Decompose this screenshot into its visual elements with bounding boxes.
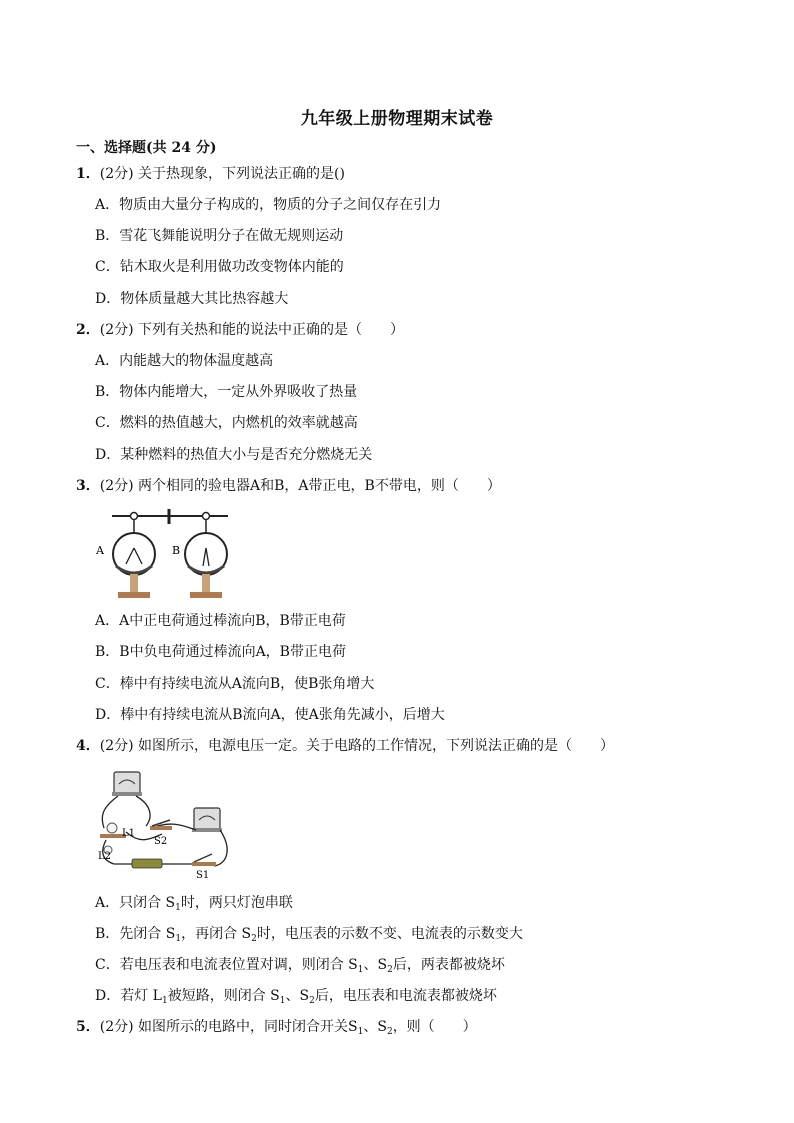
option-c: C．若电压表和电流表位置对调，则闭合 $S_1$、$S_2$后，两表都被烧坏: [95, 957, 505, 975]
question-number: 2．: [76, 322, 100, 338]
option-c: C．燃料的热值越大，内燃机的效率就越高: [95, 415, 358, 431]
label-s2: S2: [154, 836, 168, 847]
question-3: [76, 476, 501, 496]
label-s1: S1: [196, 870, 210, 880]
option-b: B．B中负电荷通过棒流向A，B带正电荷: [95, 644, 346, 660]
option-b: B．雪花飞舞能说明分子在做无规则运动: [95, 228, 344, 244]
option-a: A．A中正电荷通过棒流向B，B带正电荷: [95, 613, 346, 629]
question-text: (2分) 如图所示，电源电压一定。关于电路的工作情况，下列说法正确的是（ ）: [99, 738, 615, 754]
question-number: 1．: [76, 166, 100, 182]
option-d: D．若灯 $L_1$被短路，则闭合 $S_1$、$S_2$后，电压表和电流表都被烧坏: [95, 988, 497, 1006]
option-a: A．只闭合 $S_1$时，两只灯泡串联: [95, 895, 293, 913]
figure-label-a: A: [96, 544, 104, 557]
question-1: [76, 164, 345, 184]
option-b: B．先闭合 $S_1$，再闭合 $S_2$时，电压表的示数不变、电流表的示数变大: [95, 926, 523, 944]
question-text: (2分) 两个相同的验电器A和B，A带正电，B不带电，则（ ）: [99, 478, 501, 494]
option-d: D．物体质量越大其比热容越大: [95, 291, 289, 307]
question-2: [76, 320, 404, 340]
option-c: C．钻木取火是利用做功改变物体内能的: [95, 259, 344, 275]
section-heading: 一、选择题(共 24 分): [76, 140, 217, 156]
question-4: [76, 736, 614, 756]
option-b: B．物体内能增大，一定从外界吸收了热量: [95, 384, 358, 400]
question-number: 4．: [76, 738, 100, 754]
electroscope-figure: [92, 506, 242, 606]
figure-label-b: B: [172, 544, 181, 557]
question-text: (2分) 关于热现象，下列说法正确的是(): [99, 166, 345, 182]
option-c: C．棒中有持续电流从A流向B，使B张角增大: [95, 676, 375, 692]
page-title: 九年级上册物理期末试卷: [300, 109, 494, 129]
label-l2: L2: [98, 851, 112, 862]
question-text: (2分) 下列有关热和能的说法中正确的是（ ）: [99, 322, 405, 338]
option-d: D．某种燃料的热值大小与是否充分燃烧无关: [95, 447, 373, 463]
circuit-figure: [92, 768, 242, 880]
question-5: 5．(2分) 如图所示的电路中，同时闭合开关$S_1$、$S_2$，则（ ）: [76, 1019, 477, 1037]
label-l1: L1: [122, 828, 136, 839]
option-a: A．物质由大量分子构成的，物质的分子之间仅存在引力: [95, 197, 442, 213]
question-number: 3．: [76, 478, 100, 494]
question-number: 5．: [76, 1019, 100, 1035]
option-a: A．内能越大的物体温度越高: [95, 353, 274, 369]
option-d: D．棒中有持续电流从B流向A，使A张角先减小，后增大: [95, 707, 445, 723]
